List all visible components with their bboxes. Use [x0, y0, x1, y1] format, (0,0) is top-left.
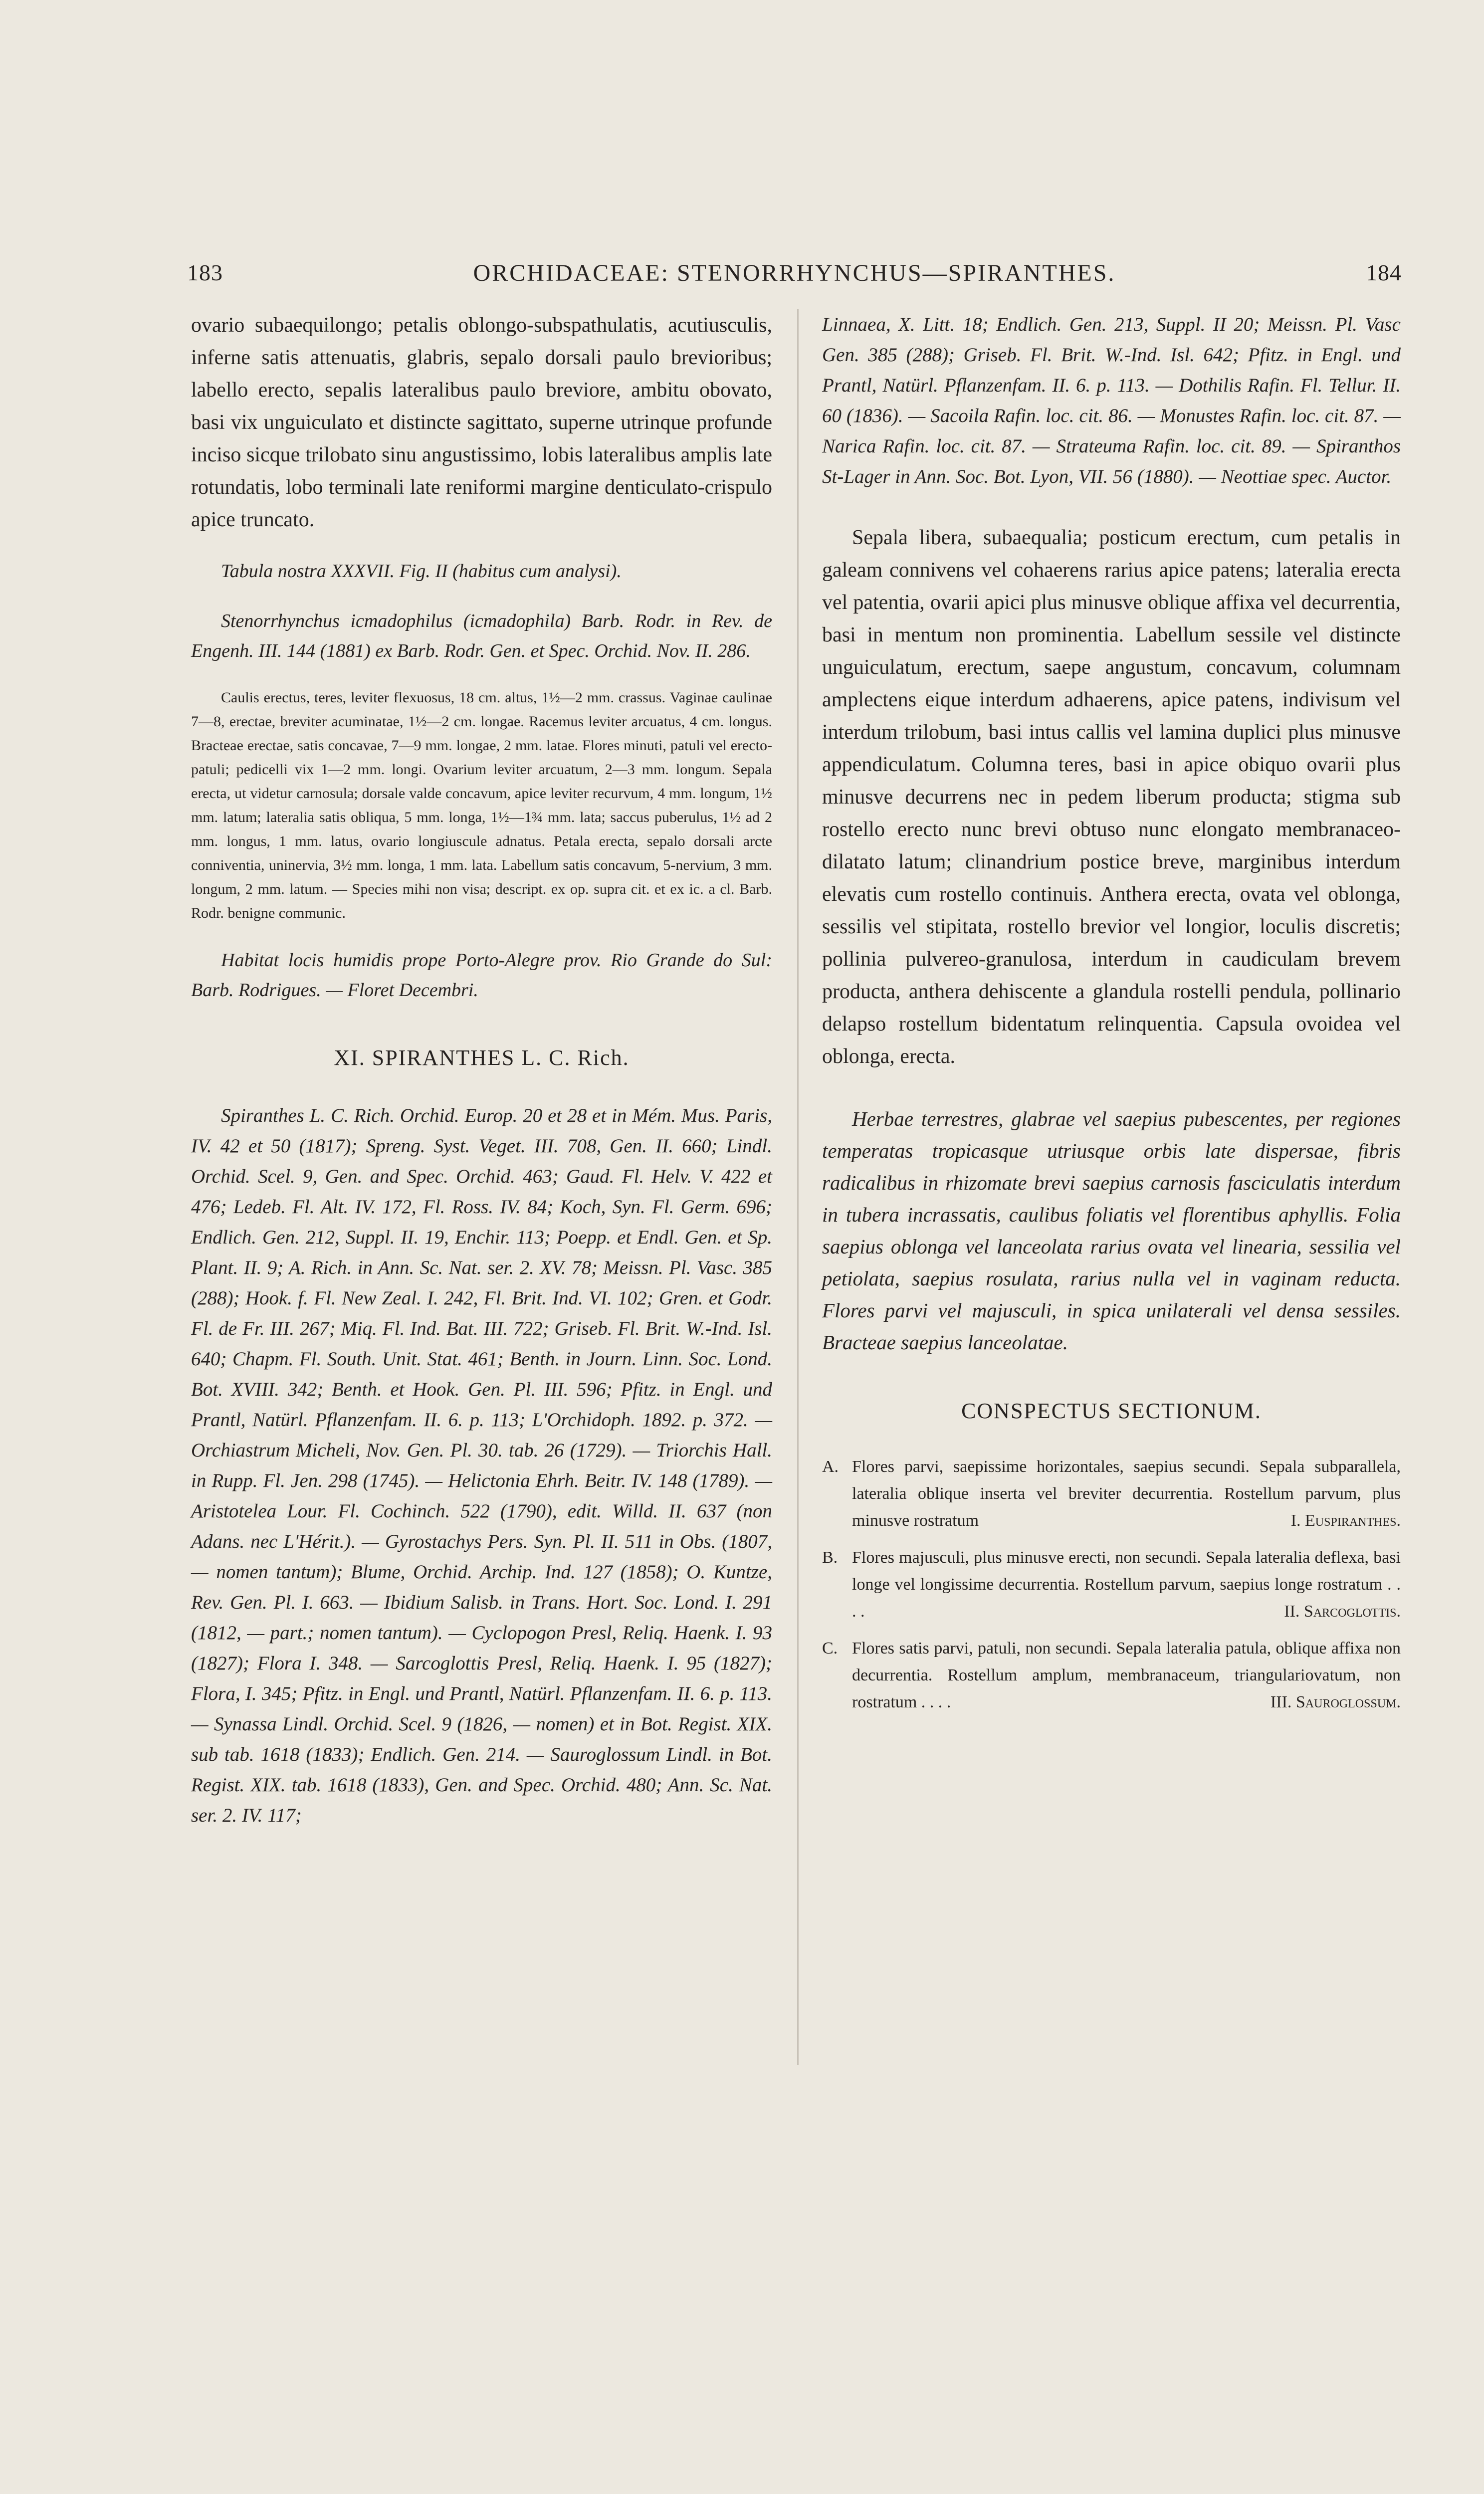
left-page-number: 183 — [187, 260, 223, 285]
section-name: III. Sauroglossum. — [1270, 1693, 1401, 1711]
genus-heading: XI. SPIRANTHES L. C. Rich. — [334, 1045, 630, 1070]
section-key: B. — [822, 1548, 838, 1567]
running-title: ORCHIDACEAE: STENORRHYNCHUS—SPIRANTHES. — [473, 260, 1116, 286]
genus-references: Spiranthes L. C. Rich. Orchid. Europ. 20 et 28 et in Mém. Mus. Paris, IV. 42 et 50 (1817); Spreng. Syst. Veget. III. 708, Gen. II. 660; Lindl. Orchid. Scel. 9, Gen. and Spec. Orchid. 463; Gaud. Fl. Helv. V. 422 et 476; Ledeb. Fl. Alt. IV. 172, Fl. Ross. IV. 84; Koch, Syn. Fl. Germ. 696; Endlich. Gen. 212, Suppl. II. 19, Enchir. 113; Poepp. et Endl. Gen. et Sp. Plant. II. 9; A. Rich. in Ann. Sc. Nat. ser. 2. XV. 78; Meissn. Pl. Vasc. 385 (288); Hook. f. Fl. New Zeal. I. 242, Fl. Brit. Ind. VI. 102; Gren. et Godr. Fl. de Fr. III. 267; Miq. Fl. Ind. Bat. III. 722; Griseb. Fl. Brit. W.-Ind. Isl. 640; Chapm. Fl. South. Unit. Stat. 461; Benth. in Journ. Linn. Soc. Lond. Bot. XVIII. 342; Benth. et Hook. Gen. Pl. III. 596; Pfitz. in Engl. und Prantl, Natürl. Pflanzenfam. II. 6. p. 113; L'Orchidoph. 1892. p. 372. — Orchiastrum Micheli, Nov. Gen. Pl. 30. tab. 26 (1729). — Triorchis Hall. in Rupp. Fl. Jen. 298 (1745). — Helictonia Ehrh. Beitr. IV. 148 (1789). — Aristotelea Lour. Fl. Cochinch. 522 (1790), edit. Willd. II. 637 (non Adans. nec L'Hérit.). — Gyrostachys Pers. Syn. Pl. II. 511 in Obs. (1807, — nomen tantum); Blume, Orchid. Archip. Ind. 127 (1858); O. Kuntze, Rev. Gen. Pl. I. 663. — Ibidium Salisb. in Trans. Hort. Soc. Lond. I. 291 (1812, — part.; nomen tantum). — Cyclopogon Presl, Reliq. Haenk. I. 93 (1827); Flora I. 348. — Sarcoglottis Presl, Reliq. Haenk. I. 95 (1827); Flora, I. 345; Pfitz. in Engl. und Prantl, Natürl. Pflanzenfam. II. 6. p. 113. — Synassa Lindl. Orchid. Scel. 9 (1826, — nomen) et in Bot. Regist. XIX. sub tab. 1618 (1833); Endlich. Gen. 214. — Sauroglossum Lindl. in Bot. Regist. XIX. tab. 1618 (1833), Gen. and Spec. Orchid. 480; Ann. Sc. Nat. ser. 2. IV. 117; — [191, 1105, 772, 1826]
section-key: C. — [822, 1639, 838, 1658]
section-entry-b — [822, 1544, 1401, 1625]
section-entry-a — [822, 1454, 1401, 1534]
habitat-note: Habitat locis humidis prope Porto-Alegre prov. Rio Grande do Sul: Barb. Rodrigues. — Floret Decembri. — [191, 950, 772, 1001]
section-text: Flores satis parvi, patuli, non secundi. Sepala lateralia patula, oblique affixa non decurrentia. Rostellum amplum, membranaceum, triangulariovatum, non rostratum . . . . — [852, 1639, 1401, 1711]
plate-reference: Tabula nostra XXXVII. Fig. II (habitus cum analysi). — [221, 561, 622, 582]
section-name: I. Euspiranthes. — [1290, 1511, 1401, 1530]
right-column — [822, 309, 1401, 1716]
species-description: Caulis erectus, teres, leviter flexuosus, 18 cm. altus, 1½—2 mm. crassus. Vaginae caulinae 7—8, erectae, breviter acuminatae, 1½—2 cm. longae. Racemus leviter arcuatus, 4 cm. longus. Bracteae erectae, satis concavae, 7—9 mm. longae, 2 mm. latae. Flores minuti, patuli vel erecto-patuli; pedicelli vix 1—2 mm. longi. Ovarium leviter arcuatum, 2—3 mm. longum. Sepala erecta, ut videtur carnosula; dorsale valde concavum, apice leviter recurvum, 4 mm. longum, 1½ mm. latum; lateralia satis obliqua, 5 mm. longa, 1½—1¾ mm. lata; saccus puberulus, 1½ ad 2 mm. longus, 1 mm. latus, ovario longiuscule adnatus. Petala erecta, sepalo dorsali arcte conniventia, uninervia, 3½ mm. longa, 1 mm. lata. Labellum satis concavum, 5-nervium, 3 mm. longum, 2 mm. latum. — Species mihi non visa; descript. ex op. supra cit. et ex ic. a cl. Barb. Rodr. benigne communic. — [191, 689, 772, 921]
habit-description: Herbae terrestres, glabrae vel saepius pubescentes, per regiones temperatas tropicasque utriusque orbis late dispersae, fibris radicalibus in rhizomate brevi saepius carnosis fasciculatis interdum in tubera incrassatis, caulibus foliatis vel florentibus aphyllis. Folia saepius oblonga vel lanceolata rarius ovata vel linearia, sessilia vel petiolata, saepius rosulata, rarius nulla vel in vaginam reducta. Flores parvi vel majusculi, in spica unilaterali vel densa sessiles. Bracteae saepius lanceolatae. — [822, 1107, 1401, 1354]
left-column — [191, 309, 772, 1831]
section-key: A. — [822, 1457, 839, 1476]
conspectus-title: CONSPECTUS SECTIONUM. — [961, 1399, 1262, 1423]
column-divider — [797, 309, 799, 2065]
sections-key — [822, 1454, 1401, 1716]
description-continued: ovario subaequilongo; petalis oblongo-subspathulatis, acutiusculis, inferne satis attenuatis, glabris, sepalo dorsali paulo brevioribus; labello erecto, sepalis lateralibus paulo breviore, ambitu obovato, basi vix unguiculato et distincte sagittato, superne utrinque profunde inciso sicque trilobato sinu angustissimo, lobis lateralibus amplis late rotundatis, lobo terminali late reniformi margine denticulato-crispulo apice truncato. — [191, 314, 772, 531]
section-name: II. Sarcoglottis. — [1284, 1602, 1401, 1621]
synonym-citation: Stenorrhynchus icmadophilus (icmadophila) Barb. Rodr. in Rev. de Engenh. III. 144 (1881) ex Barb. Rodr. Gen. et Spec. Orchid. Nov. II. 286. — [191, 611, 772, 661]
section-text: Flores parvi, saepissime horizontales, saepius secundi. Sepala subparallela, lateralia oblique inserta vel breviter decurrentia. Rostellum parvum, plus minusve rostratum — [852, 1457, 1401, 1530]
page-header — [187, 259, 1402, 294]
genus-references-continued: Linnaea, X. Litt. 18; Endlich. Gen. 213, Suppl. II 20; Meissn. Pl. Vasc Gen. 385 (288); Griseb. Fl. Brit. W.-Ind. Isl. 642; Pfitz. in Engl. und Prantl, Natürl. Pflanzenfam. II. 6. p. 113. — Dothilis Rafin. Fl. Tellur. II. 60 (1836). — Sacoila Rafin. loc. cit. 86. — Monustes Rafin. loc. cit. 87. — Narica Rafin. loc. cit. 87. — Strateuma Rafin. loc. cit. 89. — Spiranthos St-Lager in Ann. Soc. Bot. Lyon, VII. 56 (1880). — Neottiae spec. Auctor. — [822, 314, 1401, 487]
right-page-number: 184 — [1366, 260, 1402, 285]
section-entry-c — [822, 1635, 1401, 1716]
section-text: Flores majusculi, plus minusve erecti, non secundi. Sepala lateralia deflexa, basi longe vel longissime decurrentia. Rostellum parvum, saepius longe rostratum . . . . — [852, 1548, 1401, 1621]
genus-description: Sepala libera, subaequalia; posticum erectum, cum petalis in galeam connivens vel cohaerens rarius apice patens; lateralia erecta vel patentia, ovarii apici plus minusve oblique affixa vel decurrentia, basi in mentum non prominentia. Labellum sessile vel distincte unguiculatum, erectum, saepe angustum, concavum, columnam amplectens eique interdum adhaerens, apice patens, indivisum vel interdum trilobum, basi intus callis vel lamina duplici plus minusve appendiculatum. Columna teres, basi in apice obiquo ovarii plus minusve decurrens nec in pedem liberum producta; stigma sub rostello erecto nunc brevi obtuso nunc elongato membranaceo-dilatato latum; clinandrium postice breve, marginibus interdum elevatis cum rostello continuis. Anthera erecta, ovata vel oblonga, sessilis vel stipitata, rostello brevior vel longior, loculis discretis; pollinia pulvereo-granulosa, interdum in caudiculam brevem producta, anthera dehiscente a glandula rostelli pendula, pollinario delapso rostellum bidentatum relinquentia. Capsula ovoidea vel oblonga, erecta. — [822, 526, 1401, 1068]
